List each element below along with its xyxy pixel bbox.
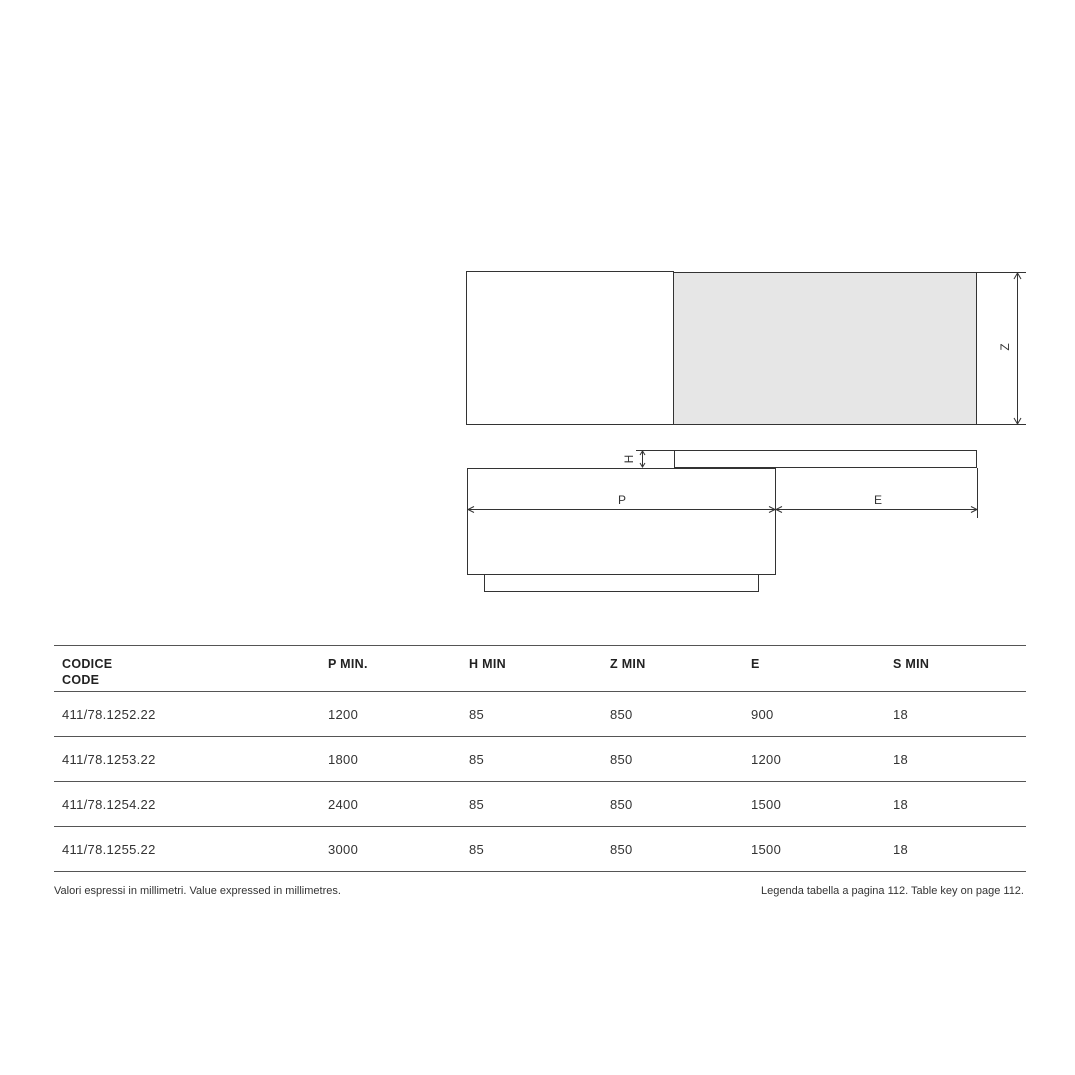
- cell-h-min: 85: [469, 842, 485, 857]
- cell-h-min: 85: [469, 797, 485, 812]
- header-e: E: [751, 657, 760, 671]
- z-label: Z: [998, 343, 1012, 351]
- table-key-note: Legenda tabella a pagina 112. Table key on page 112.: [760, 885, 1024, 897]
- units-note: Valori espressi in millimetri. Value expressed in millimetres.: [54, 885, 341, 897]
- table-row: [54, 692, 1026, 737]
- table-row: [54, 827, 1026, 872]
- e-label: E: [873, 493, 883, 507]
- cell-s-min: 18: [893, 707, 909, 722]
- cell-code: 411/78.1254.22: [62, 797, 156, 812]
- cell-z-min: 850: [610, 752, 633, 767]
- header-codice: [62, 656, 112, 688]
- h-dimension: [636, 451, 674, 468]
- table-row: [54, 737, 1026, 782]
- cell-code: 411/78.1252.22: [62, 707, 156, 722]
- cell-s-min: 18: [893, 752, 909, 767]
- side-view-base: [485, 575, 759, 592]
- h-label: H: [622, 454, 636, 464]
- header-codice-en: CODE: [62, 673, 100, 687]
- specification-table: [54, 645, 1026, 872]
- side-view-extension-top: [675, 451, 977, 468]
- side-view-body: [468, 469, 776, 575]
- header-s-min: S MIN: [893, 657, 930, 671]
- cell-z-min: 850: [610, 707, 633, 722]
- cell-s-min: 18: [893, 842, 909, 857]
- header-codice-it: CODICE: [62, 657, 113, 671]
- cell-code: 411/78.1255.22: [62, 842, 156, 857]
- top-view-extension-panel: [674, 273, 977, 425]
- p-label: P: [617, 493, 627, 507]
- top-view-fixed-panel: [467, 272, 674, 425]
- cell-e: 1500: [751, 842, 782, 857]
- table-row: [54, 782, 1026, 827]
- cell-p-min: 1800: [328, 752, 359, 767]
- header-h-min: H MIN: [469, 657, 506, 671]
- cell-p-min: 2400: [328, 797, 359, 812]
- cell-e: 1200: [751, 752, 782, 767]
- cell-code: 411/78.1253.22: [62, 752, 156, 767]
- cell-e: 900: [751, 707, 774, 722]
- cell-z-min: 850: [610, 797, 633, 812]
- header-p-min: P MIN.: [328, 657, 368, 671]
- cell-p-min: 3000: [328, 842, 359, 857]
- cell-e: 1500: [751, 797, 782, 812]
- cell-h-min: 85: [469, 752, 485, 767]
- table-header-row: [54, 645, 1026, 692]
- cell-s-min: 18: [893, 797, 909, 812]
- cell-h-min: 85: [469, 707, 485, 722]
- cell-p-min: 1200: [328, 707, 359, 722]
- cell-z-min: 850: [610, 842, 633, 857]
- header-z-min: Z MIN: [610, 657, 646, 671]
